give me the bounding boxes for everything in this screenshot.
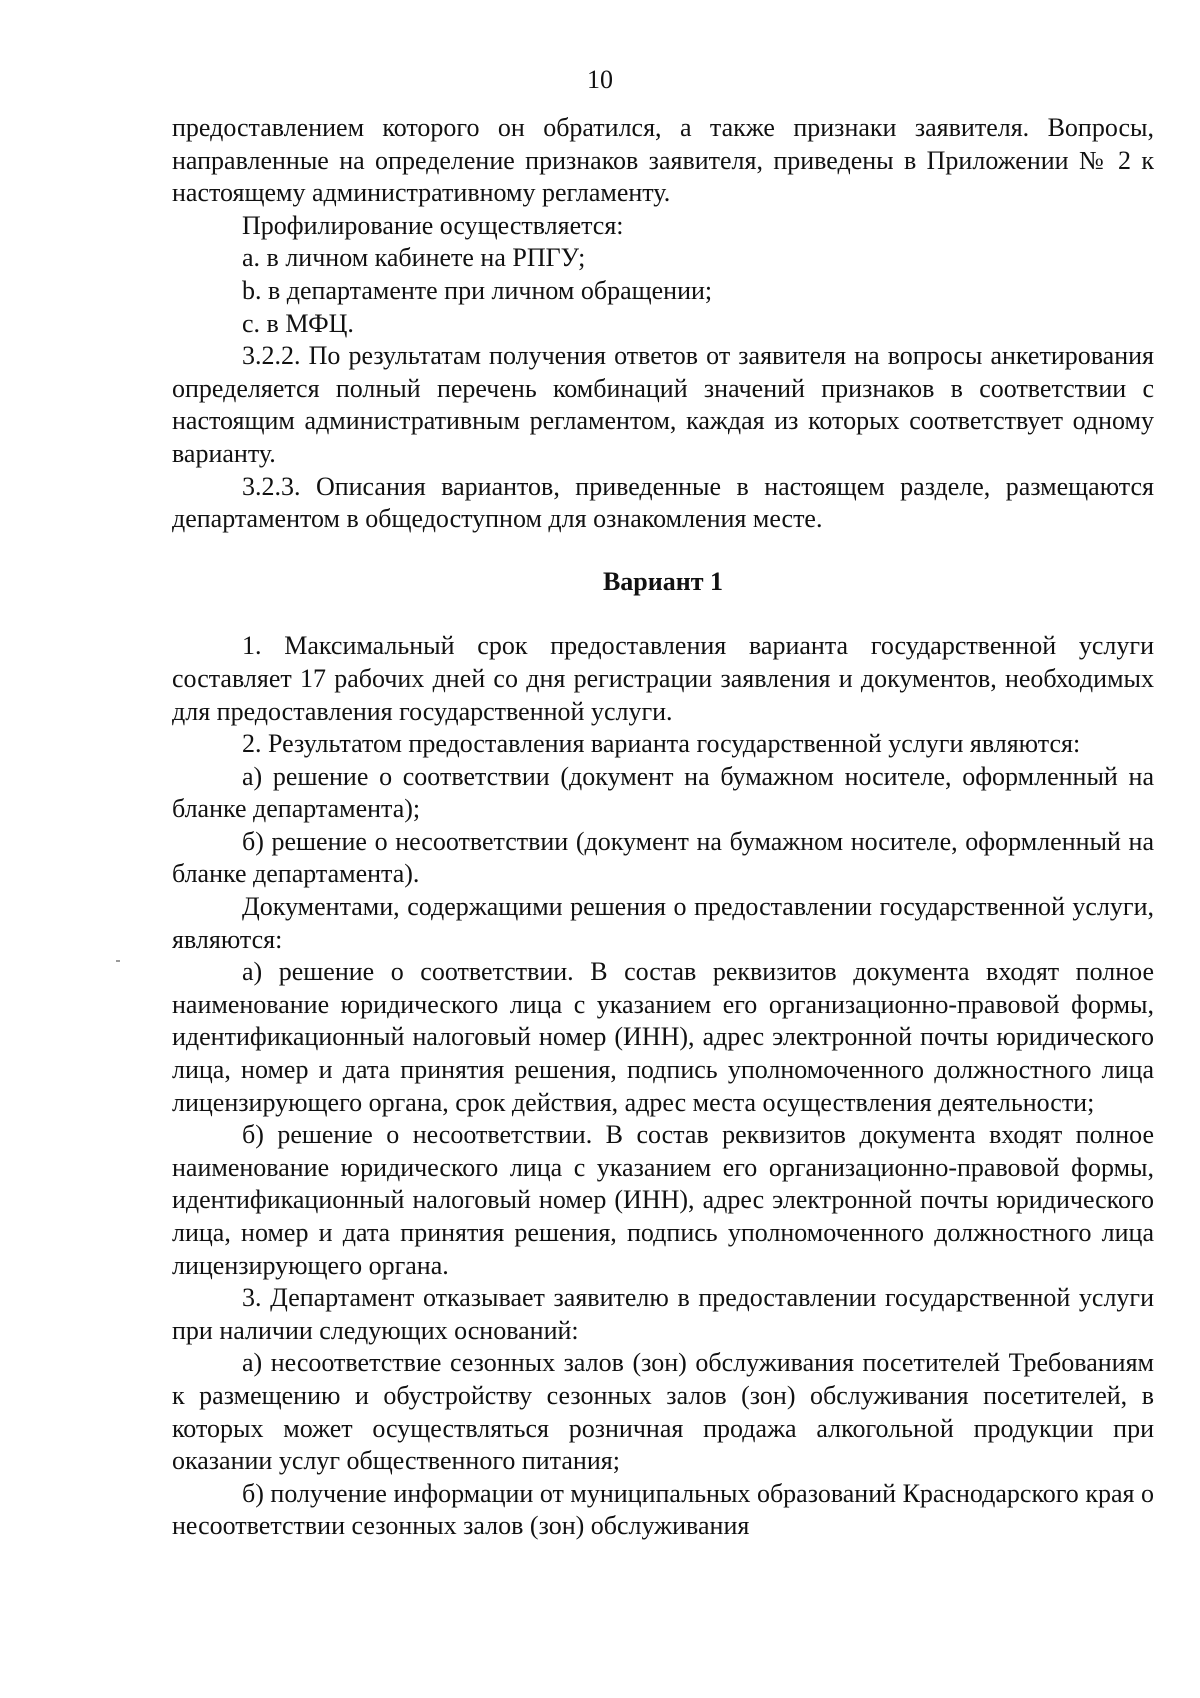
list-item-c: c. в МФЦ.: [242, 308, 354, 338]
scan-mark: [116, 960, 120, 962]
document-body: [172, 112, 1154, 1543]
list-item-a: a. в личном кабинете на РПГУ;: [242, 243, 586, 273]
paragraph-profiling: Профилирование осуществляется:: [242, 210, 624, 240]
paragraph-3-2-3: 3.2.3. Описания вариантов, приведенные в настоящем разделе, размещаются департаментом в общедоступном для ознакомления месте.: [172, 471, 1154, 534]
refusal-ground-b: б) получение информации от муниципальных образований Краснодарского края о несоответствии сезонных залов (зон) обслуживания: [172, 1478, 1154, 1541]
page-number: 10: [587, 65, 613, 94]
section-heading: Вариант 1: [602, 566, 724, 596]
document-details-b: б) решение о несоответствии. В состав реквизитов документа входят полное наименование юридического лица с указанием его организационно-правовой формы, идентификационный налоговый номер (ИНН), адрес электронной почты юридического лица, номер и дата принятия решения, подпись уполномоченного должностного лица лицензирующего органа.: [172, 1120, 1154, 1280]
refusal-grounds-paragraph: 3. Департамент отказывает заявителю в предоставлении государственной услуги при наличии следующих оснований:: [172, 1283, 1154, 1345]
variant-paragraph-1: 1. Максимальный срок предоставления варианта государственной услуги составляет 17 рабочих дней со дня регистрации заявления и документов, необходимых для предоставления государственной услуги.: [172, 631, 1154, 726]
document-details-a: а) решение о соответствии. В состав реквизитов документа входят полное наименование юридического лица с указанием его организационно-правовой формы, идентификационный налоговый номер (ИНН), адрес электронной почты юридического лица, номер и дата принятия решения, подпись уполномоченного должностного лица лицензирующего органа, срок действия, адрес места осуществления деятельности;: [172, 957, 1154, 1117]
list-item-b: b. в департаменте при личном обращении;: [242, 275, 713, 305]
variant-paragraph-2: 2. Результатом предоставления варианта государственной услуги являются:: [242, 729, 1081, 759]
paragraph-continuation: предоставлением которого он обратился, а также признаки заявителя. Вопросы, направленные на определение признаков заявителя, приведены в Приложении № 2 к настоящему административному регламенту.: [172, 113, 1154, 208]
refusal-ground-a: а) несоответствие сезонных залов (зон) обслуживания посетителей Требованиям к размещению и обустройству сезонных залов (зон) обслуживания посетителей, в которых может осуществляться розничная продажа алкогольной продукции при оказании услуг общественного питания;: [172, 1348, 1154, 1476]
documents-paragraph: Документами, содержащими решения о предоставлении государственной услуги, являются:: [172, 892, 1154, 954]
variant-item-a: а) решение о соответствии (документ на бумажном носителе, оформленный на бланке департамента);: [172, 761, 1154, 824]
paragraph-3-2-2: 3.2.2. По результатам получения ответов от заявителя на вопросы анкетирования определяется полный перечень комбинаций значений признаков в соответствии с настоящим административным регламентом, каждая из которых соответствует одному варианту.: [172, 341, 1154, 468]
variant-item-b: б) решение о несоответствии (документ на бумажном носителе, оформленный на бланке департамента).: [172, 826, 1154, 889]
